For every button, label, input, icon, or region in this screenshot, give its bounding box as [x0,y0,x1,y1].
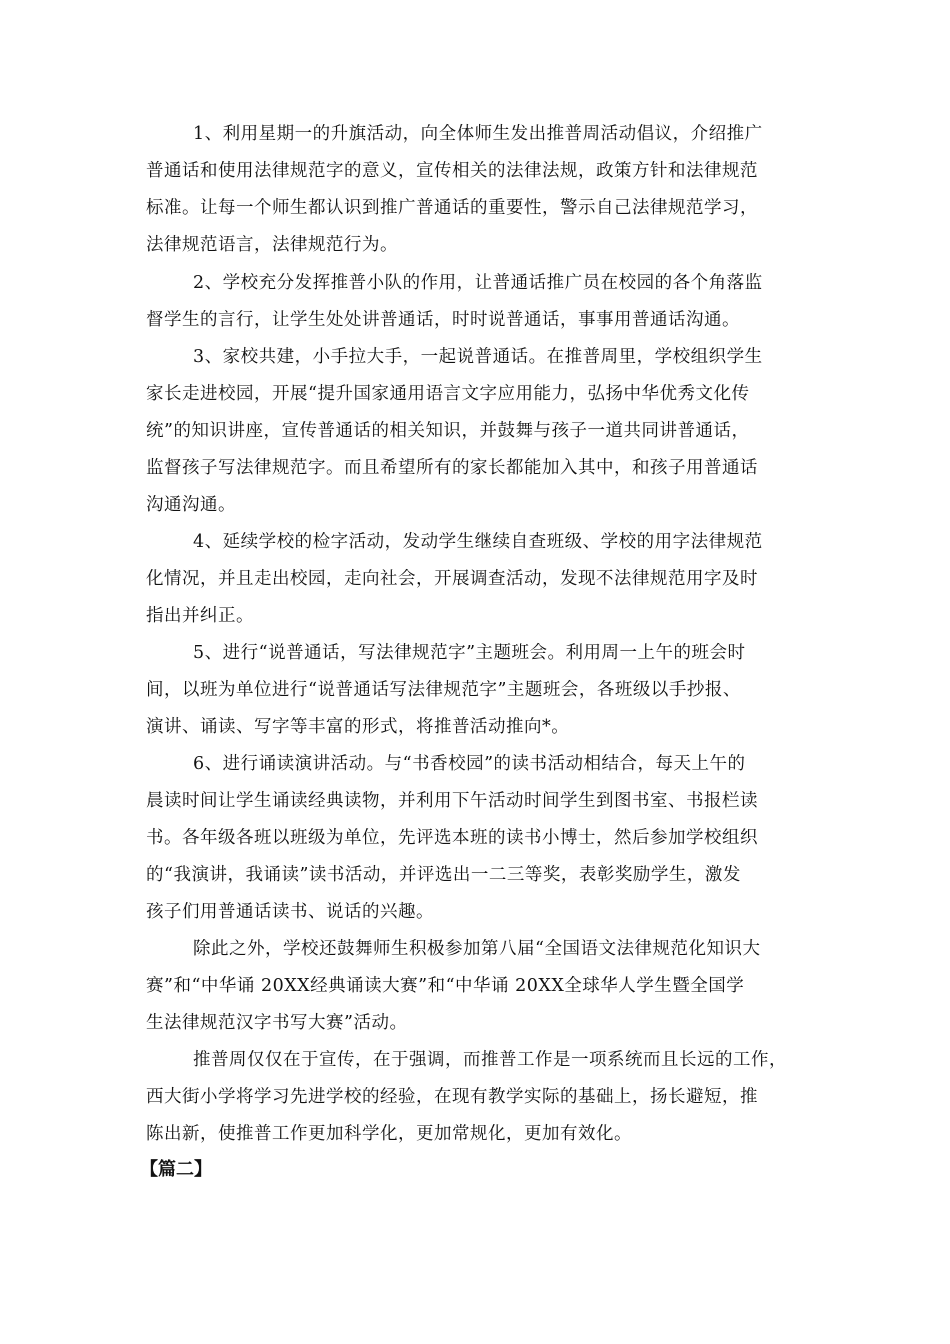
paragraph-5-line-2: 间，以班为单位进行“说普通话写法律规范字”主题班会，各班级以手抄报、 [146,680,741,700]
paragraph-5-line-3: 演讲、诵读、写字等丰富的形式，将推普活动推向*。 [146,717,570,737]
paragraph-7-line-1: 除此之外，学校还鼓舞师生积极参加第八届“全国语文法律规范化知识大 [193,939,761,959]
paragraph-1-line-1: 1、利用星期一的升旗活动，向全体师生发出推普周活动倡议，介绍推广 [193,124,763,144]
paragraph-6-line-2: 晨读时间让学生诵读经典读物，并利用下午活动时间学生到图书室、书报栏读 [146,791,758,811]
paragraph-4-line-3: 指出并纠正。 [146,606,254,626]
paragraph-2-line-1: 2、学校充分发挥推普小队的作用，让普通话推广员在校园的各个角落监 [193,273,763,293]
paragraph-1-line-3: 标准。让每一个师生都认识到推广普通话的重要性，警示自己法律规范学习， [146,198,758,218]
paragraph-1-line-2: 普通话和使用法律规范字的意义，宣传相关的法律法规，政策方针和法律规范 [146,161,758,181]
paragraph-8-line-2: 西大街小学将学习先进学校的经验，在现有教学实际的基础上，扬长避短，推 [146,1087,758,1107]
paragraph-3-line-4: 监督孩子写法律规范字。而且希望所有的家长都能加入其中，和孩子用普通话 [146,458,758,478]
paragraph-4-line-2: 化情况，并且走出校园，走向社会，开展调查活动，发现不法律规范用字及时 [146,569,758,589]
paragraph-5-line-1: 5、进行“说普通话，写法律规范字”主题班会。利用周一上午的班会时 [193,643,746,663]
paragraph-8-line-3: 陈出新，使推普工作更加科学化，更加常规化，更加有效化。 [146,1124,632,1144]
paragraph-7-line-3: 生法律规范汉字书写大赛”活动。 [146,1013,408,1033]
paragraph-3-line-2: 家长走进校园，开展“提升国家通用语言文字应用能力，弘扬中华优秀文化传 [146,384,750,404]
paragraph-6-line-3: 书。各年级各班以班级为单位，先评选本班的读书小博士，然后参加学校组织 [146,828,758,848]
paragraph-7-line-2: 赛”和“中华诵 20XX经典诵读大赛”和“中华诵 20XX全球华人学生暨全国学 [146,976,745,996]
paragraph-3-line-1: 3、家校共建，小手拉大手，一起说普通话。在推普周里，学校组织学生 [193,347,763,367]
paragraph-6-line-1: 6、进行诵读演讲活动。与“书香校园”的读书活动相结合，每天上午的 [193,754,746,774]
paragraph-3-line-3: 统”的知识讲座，宣传普通话的相关知识，并鼓舞与孩子一道共同讲普通话， [146,421,750,441]
paragraph-6-line-5: 孩子们用普通话读书、说话的兴趣。 [146,902,434,922]
paragraph-4-line-1: 4、延续学校的检字活动，发动学生继续自查班级、学校的用字法律规范 [193,532,763,552]
paragraph-1-line-4: 法律规范语言，法律规范行为。 [146,235,398,255]
paragraph-6-line-4: 的“我演讲，我诵读”读书活动，并评选出一二三等奖，表彰奖励学生，激发 [146,865,741,885]
paragraph-3-line-5: 沟通沟通。 [146,495,236,515]
section-heading: 【篇二】 [140,1159,212,1180]
paragraph-8-line-1: 推普周仅仅在于宣传，在于强调，而推普工作是一项系统而且长远的工作， [193,1050,787,1070]
paragraph-2-line-2: 督学生的言行，让学生处处讲普通话，时时说普通话，事事用普通话沟通。 [146,310,740,330]
